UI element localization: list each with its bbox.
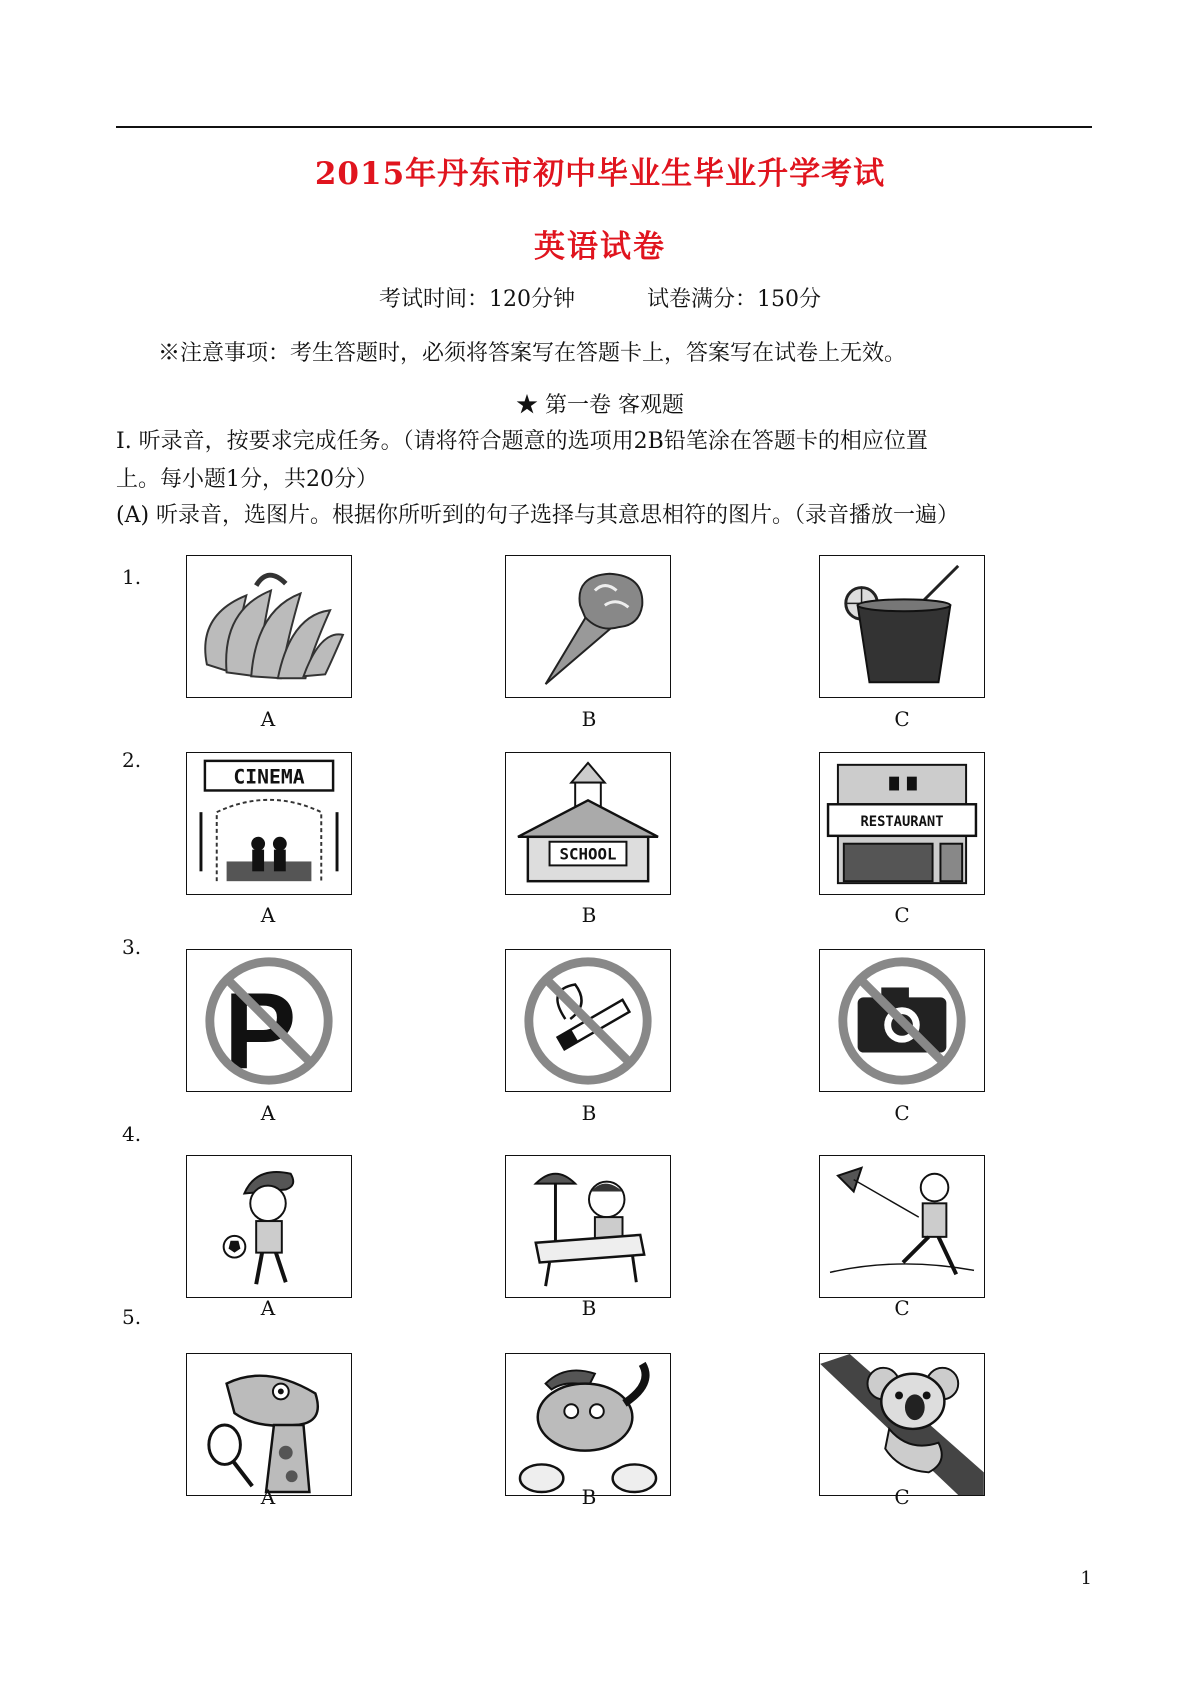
option-label: C (894, 903, 910, 927)
school-picture (505, 752, 671, 895)
juice-picture (819, 555, 985, 698)
no-photos-picture (819, 949, 985, 1092)
elephant-picture (505, 1353, 671, 1496)
giraffe-picture (186, 1353, 352, 1496)
part1-instruction: Ⅰ. 听录音，按要求完成任务。（请将符合题意的选项用2B铅笔涂在答题卡的相应位置 (116, 429, 928, 454)
option-label: A (260, 707, 276, 731)
partA-instruction: (A) 听录音，选图片。根据你所听到的句子选择与其意思相符的图片。（录音播放一遍） (116, 503, 960, 528)
option-label: A (260, 1101, 276, 1125)
option-label: B (581, 903, 597, 927)
football-boy-picture (186, 1155, 352, 1298)
restaurant-picture (819, 752, 985, 895)
school-sign-text: SCHOOL (559, 844, 617, 864)
page-number: 1 (1080, 1568, 1092, 1589)
exam-title: 2015年丹东市初中毕业生毕业升学考试 (314, 156, 886, 192)
option-label: C (894, 707, 910, 731)
option-label: B (581, 1101, 597, 1125)
option-label: B (581, 1485, 597, 1509)
option-label: A (260, 1296, 276, 1320)
exam-subtitle: 英语试卷 (534, 229, 666, 265)
top-rule (116, 126, 1092, 128)
no-smoking-picture (505, 949, 671, 1092)
notice-text: ※注意事项：考生答题时，必须将答案写在答题卡上，答案写在试卷上无效。 (158, 341, 907, 366)
option-label: C (894, 1296, 910, 1320)
option-label: A (260, 1485, 276, 1509)
part1-instruction-cont: 上。每小题1分，共20分） (116, 467, 378, 492)
drawing-boy-picture (505, 1155, 671, 1298)
option-label: C (894, 1485, 910, 1509)
kite-boy-picture (819, 1155, 985, 1298)
option-label: A (260, 903, 276, 927)
exam-meta (0, 282, 1200, 313)
cinema-sign-text: CINEMA (233, 765, 305, 789)
question-number: 1. (122, 565, 142, 589)
cinema-picture (186, 752, 352, 895)
ice-cream-picture (505, 555, 671, 698)
section-heading: ★ 第一卷 客观题 (516, 393, 684, 418)
koala-picture (819, 1353, 985, 1496)
question-number: 2. (122, 748, 142, 772)
no-parking-picture (186, 949, 352, 1092)
bananas-picture (186, 555, 352, 698)
question-number: 4. (122, 1122, 142, 1146)
parking-sign-text: P (223, 970, 297, 1091)
question-number: 3. (122, 935, 142, 959)
option-label: C (894, 1101, 910, 1125)
option-label: B (581, 707, 597, 731)
restaurant-sign-text: RESTAURANT (860, 813, 944, 830)
full-score: 试卷满分：150分 (647, 287, 821, 312)
option-label: B (581, 1296, 597, 1320)
exam-time: 考试时间：120分钟 (379, 287, 575, 312)
question-number: 5. (122, 1305, 142, 1329)
